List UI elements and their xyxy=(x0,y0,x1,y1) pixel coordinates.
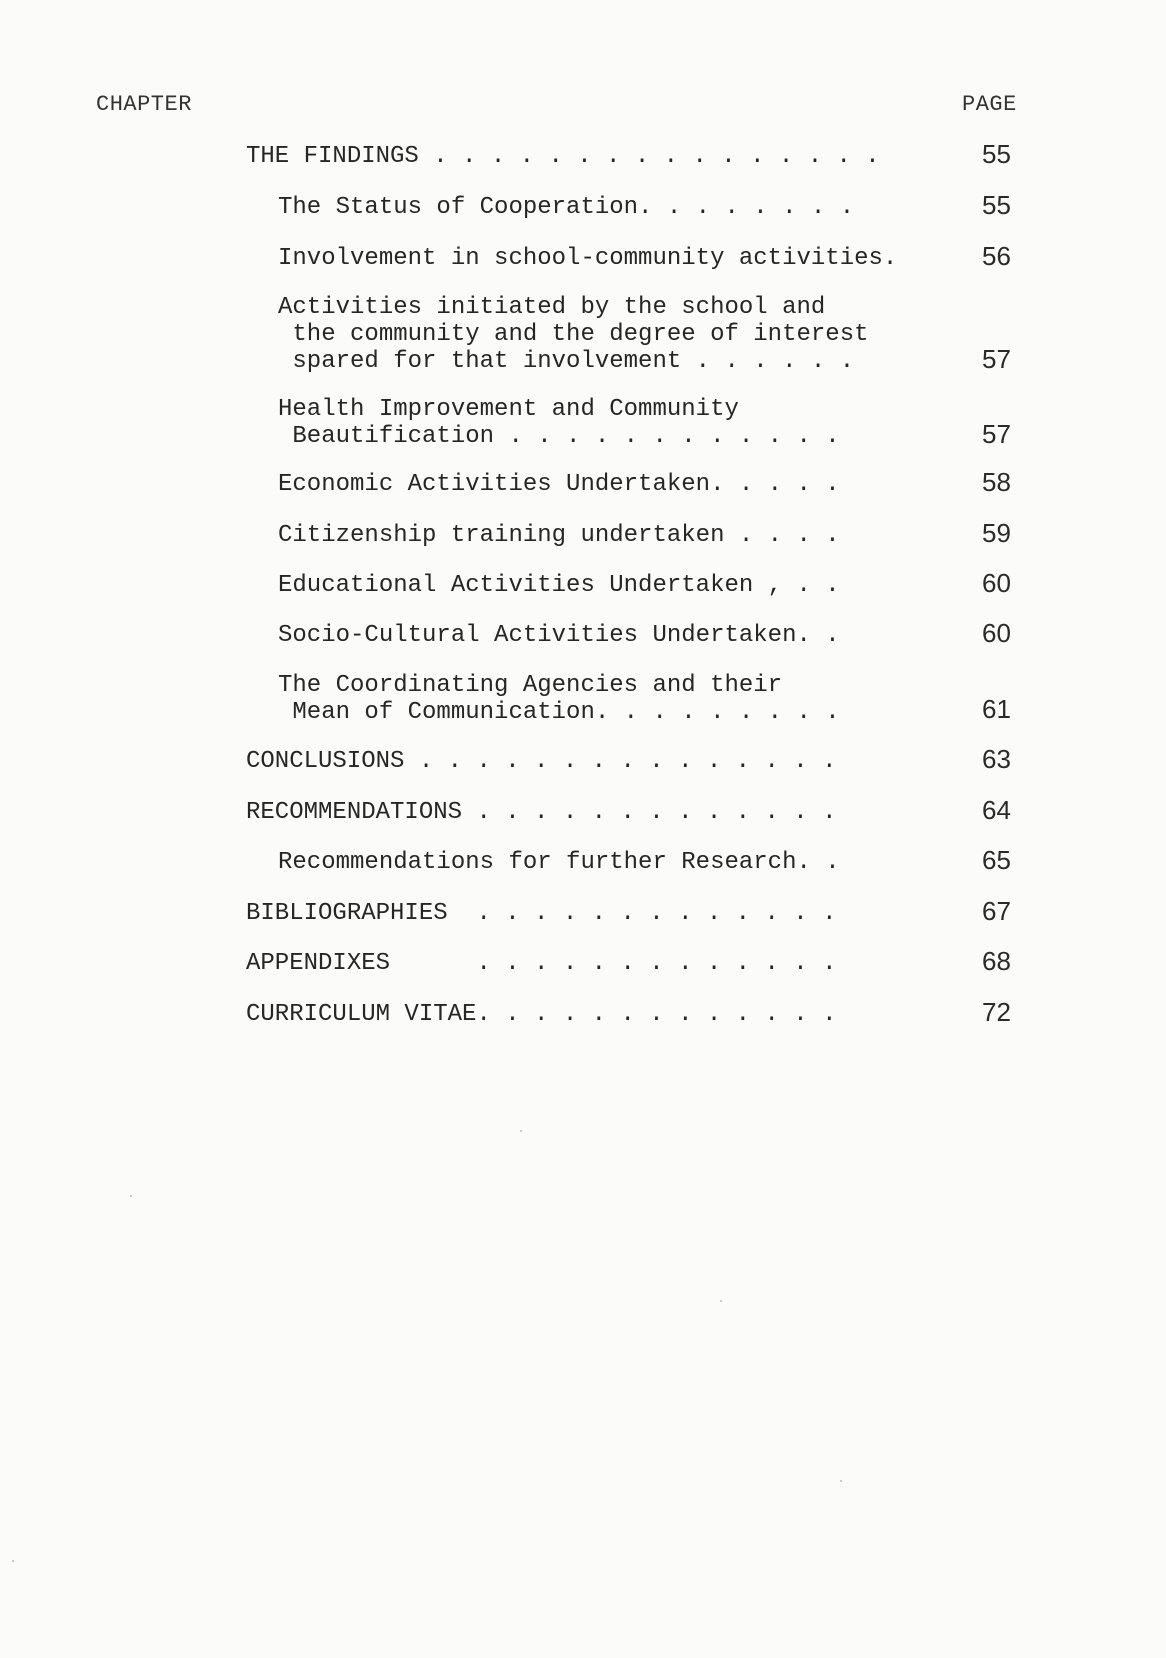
toc-entry-bibliographies: BIBLIOGRAPHIES . . . . . . . . . . . . . xyxy=(246,900,837,927)
toc-page-health-improvement: 57 xyxy=(982,419,1011,449)
toc-entry-further-research: Recommendations for further Research. . xyxy=(278,849,840,876)
toc-page-economic-activities: 58 xyxy=(982,467,1011,497)
toc-entry-recommendations: RECOMMENDATIONS . . . . . . . . . . . . . xyxy=(246,799,837,826)
toc-page-activities-initiated: 57 xyxy=(982,344,1011,374)
toc-entry-status-of-cooperation: The Status of Cooperation. . . . . . . . xyxy=(278,194,855,221)
scan-speck xyxy=(130,1195,132,1197)
toc-page-curriculum-vitae: 72 xyxy=(982,997,1011,1027)
toc-page-involvement: 56 xyxy=(982,241,1011,271)
toc-page-coordinating-agencies: 61 xyxy=(982,694,1011,724)
toc-page-the-findings: 55 xyxy=(982,139,1011,169)
scan-speck xyxy=(840,1480,842,1482)
toc-entry-appendixes: APPENDIXES . . . . . . . . . . . . . xyxy=(246,950,837,977)
page-header: PAGE xyxy=(962,92,1017,117)
toc-entry-health-improvement: Health Improvement and Community Beautification . . . . . . . . . . . . xyxy=(278,396,840,450)
toc-page-further-research: 65 xyxy=(982,845,1011,875)
toc-page-citizenship-training: 59 xyxy=(982,518,1011,548)
scan-speck xyxy=(720,1300,722,1302)
toc-page-bibliographies: 67 xyxy=(982,896,1011,926)
chapter-header: CHAPTER xyxy=(96,92,192,117)
toc-entry-economic-activities: Economic Activities Undertaken. . . . . xyxy=(278,471,840,498)
toc-page-recommendations: 64 xyxy=(982,795,1011,825)
toc-entry-coordinating-agencies: The Coordinating Agencies and their Mean of Communication. . . . . . . . . xyxy=(278,672,840,726)
toc-page-appendixes: 68 xyxy=(982,946,1011,976)
toc-entry-the-findings: THE FINDINGS . . . . . . . . . . . . . . . . xyxy=(246,143,880,170)
toc-page-socio-cultural: 60 xyxy=(982,618,1011,648)
toc-entry-socio-cultural: Socio-Cultural Activities Undertaken. . xyxy=(278,622,840,649)
toc-entry-involvement: Involvement in school-community activities. xyxy=(278,245,898,272)
toc-page-status-of-cooperation: 55 xyxy=(982,190,1011,220)
toc-entry-citizenship-training: Citizenship training undertaken . . . . xyxy=(278,522,840,549)
scan-speck xyxy=(12,1560,14,1562)
toc-entry-educational-activities: Educational Activities Undertaken , . . xyxy=(278,572,840,599)
toc-page-educational-activities: 60 xyxy=(982,568,1011,598)
toc-entry-curriculum-vitae: CURRICULUM VITAE. . . . . . . . . . . . . xyxy=(246,1001,837,1028)
toc-entry-conclusions: CONCLUSIONS . . . . . . . . . . . . . . . xyxy=(246,748,837,775)
toc-entry-activities-initiated: Activities initiated by the school and the community and the degree of interest spared for that involvement . . . . . . xyxy=(278,294,869,375)
toc-page-conclusions: 63 xyxy=(982,744,1011,774)
scan-speck xyxy=(520,1130,522,1132)
